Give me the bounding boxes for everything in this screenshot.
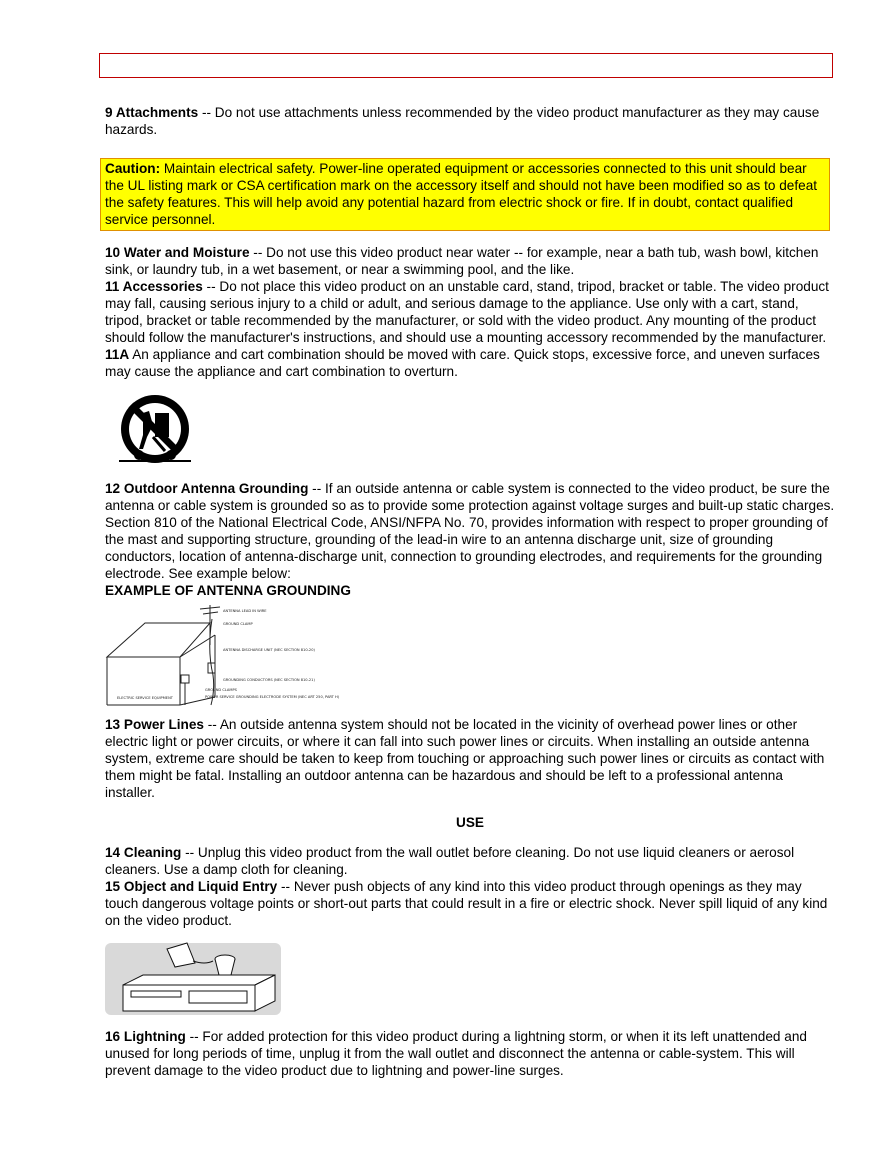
- item-14-title: 14 Cleaning: [105, 845, 182, 860]
- item-9-text: -- Do not use attachments unless recommended by the video product manufacturer as they may cause hazards.: [105, 105, 820, 137]
- diagram-label-ground-clamps: GROUND CLAMPS: [205, 688, 237, 692]
- item-15: [105, 878, 835, 929]
- item-16-title: 16 Lightning: [105, 1029, 186, 1044]
- use-heading: USE: [456, 815, 484, 830]
- antenna-grounding-diagram: [105, 605, 340, 713]
- caution-text: Maintain electrical safety. Power-line operated equipment or accessories connected to this unit should bear the UL listing mark or CSA certification mark on the accessory itself and should not have been modified so as to defeat the safety features. This will help avoid any potential hazard from electric shock or fire. If in doubt, contact qualified service personnel.: [105, 161, 818, 227]
- item-12-title: 12 Outdoor Antenna Grounding: [105, 481, 309, 496]
- diagram-label-discharge-unit: ANTENNA DISCHARGE UNIT (NEC SECTION 810-20): [223, 648, 315, 652]
- item-13-text: -- An outside antenna system should not be located in the vicinity of overhead power lines or other electric light or power circuits, or where it can fall into such power lines or circuits. When installing an outside antenna system, extreme care should be taken to keep from touching or approaching such power lines or circuits as contact with them might be fatal. Installing an outdoor antenna can be hazardous and should be left to a professional antenna installer.: [105, 717, 825, 800]
- cart-warning-icon: [105, 385, 205, 475]
- item-11-text: -- Do not place this video product on an unstable card, stand, tripod, bracket or table. The video product may fall, causing serious injury to a child or adult, and serious damage to the appliance. Use only with a cart, stand, tripod, bracket or table recommended by the manufacturer, or sold with the video product. Any mounting of the product should follow the manufacturer's instructions, and should use a mounting accessory recommended by the manufacturer.: [105, 279, 829, 345]
- example-heading: EXAMPLE OF ANTENNA GROUNDING: [105, 583, 351, 598]
- item-12: [105, 480, 835, 582]
- liquid-spill-illustration: [105, 935, 285, 1025]
- item-10-title: 10 Water and Moisture: [105, 245, 250, 260]
- item-10-text: -- Do not use this video product near water -- for example, near a bath tub, wash bowl, kitchen sink, or laundry tub, in a wet basement, or near a swimming pool, and the like.: [105, 245, 819, 277]
- diagram-label-ground-clamp: GROUND CLAMP: [223, 622, 253, 626]
- item-12-text: -- If an outside antenna or cable system is connected to the video product, be sure the antenna or cable system is grounded so as to provide some protection against voltage surges and built-up static charges. Section 810 of the National Electrical Code, ANSI/NFPA No. 70, provides information with respect to proper grounding of the mast and supporting structure, grounding of the lead-in wire to an antenna discharge unit, size of grounding conductors, location of antenna-discharge unit, connection to grounding electrodes, and requirements for the grounding electrode. See example below:: [105, 481, 835, 581]
- item-11-title: 11 Accessories: [105, 279, 203, 294]
- item-11: [105, 278, 835, 346]
- item-15-text: -- Never push objects of any kind into this video product through openings as they may touch dangerous voltage points or short-out parts that could result in a fire or electric shock. Never spill liquid of any kind on the video product.: [105, 879, 828, 928]
- caution-box: [100, 158, 830, 231]
- item-9: [105, 104, 835, 138]
- item-9-title: 9 Attachments: [105, 105, 199, 120]
- item-15-title: 15 Object and Liquid Entry: [105, 879, 278, 894]
- caution-title: Caution:: [105, 161, 161, 176]
- header-box: [99, 53, 833, 78]
- item-13: [105, 716, 835, 801]
- item-16: [105, 1028, 835, 1079]
- item-11a-title: 11A: [105, 347, 130, 362]
- item-11a-text: An appliance and cart combination should be moved with care. Quick stops, excessive force, and uneven surfaces may cause the appliance and cart combination to overturn.: [105, 347, 820, 379]
- item-14: [105, 844, 835, 878]
- item-11a: [105, 346, 835, 380]
- diagram-label-grounding-conductors: GROUNDING CONDUCTORS (NEC SECTION 810-21): [223, 678, 315, 682]
- diagram-label-power-service: POWER SERVICE GROUNDING ELECTRODE SYSTEM (NEC ART 250, PART H): [205, 695, 340, 699]
- item-10: [105, 244, 835, 278]
- item-14-text: -- Unplug this video product from the wall outlet before cleaning. Do not use liquid cleaners or aerosol cleaners. Use a damp cloth for cleaning.: [105, 845, 795, 877]
- diagram-label-electric-service: ELECTRIC SERVICE EQUIPMENT: [117, 696, 173, 700]
- diagram-label-lead-in: ANTENNA LEAD IN WIRE: [223, 609, 267, 613]
- item-13-title: 13 Power Lines: [105, 717, 204, 732]
- document-body: [105, 104, 835, 1079]
- item-16-text: -- For added protection for this video product during a lightning storm, or when it its left unattended and unused for long periods of time, unplug it from the wall outlet and disconnect the antenna or cable-system. This will prevent damage to the video product due to lightning and power-line surges.: [105, 1029, 807, 1078]
